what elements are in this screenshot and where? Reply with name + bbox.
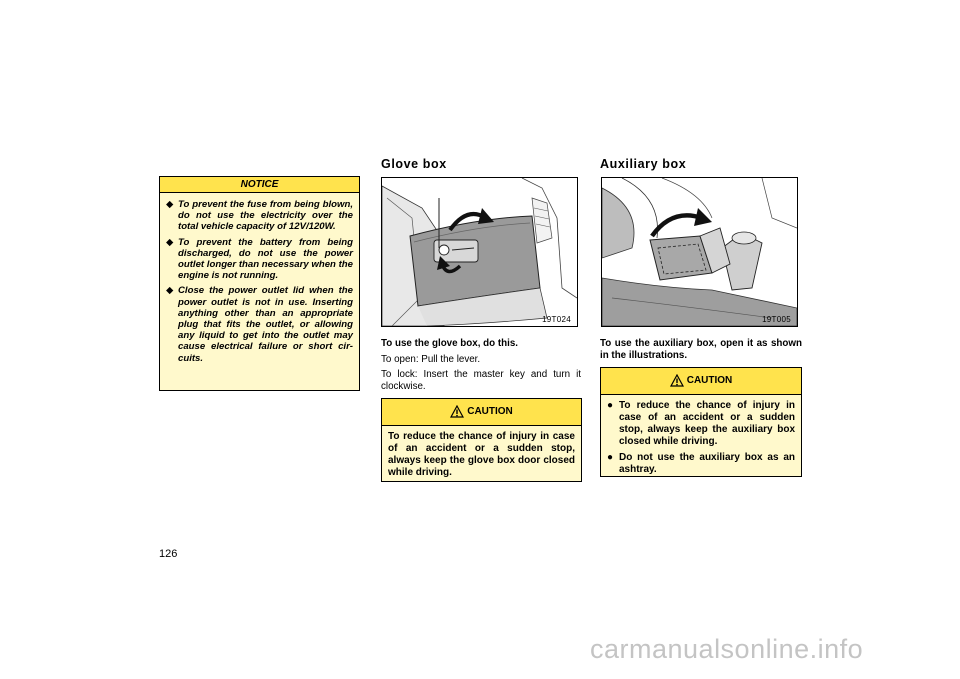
diamond-bullet-icon: ◆ [166, 236, 174, 248]
auxiliary-box-intro: To use the auxiliary box, open it as shown in the illustrations. [600, 338, 802, 361]
caution-title: CAUTION [686, 375, 733, 386]
glove-box-intro: To use the glove box, do this. [381, 338, 518, 349]
caution-item: ● Do not use the auxiliary box as an ashtray. [607, 452, 795, 475]
bullet-icon: ● [607, 400, 614, 411]
auxiliary-box-heading: Auxiliary box [600, 157, 687, 171]
auxiliary-box-caution-list [601, 395, 801, 485]
glove-box-heading: Glove box [381, 157, 447, 171]
glove-box-illustration [382, 178, 577, 326]
glove-box-open-text: To open: Pull the lever. [381, 354, 481, 365]
auxiliary-box-figure [601, 177, 798, 327]
glove-box-caution-text: To reduce the chance of injury in case of an accident or a sudden stop, always keep the glove box door closed while driving. [388, 431, 575, 478]
page-number: 126 [159, 548, 178, 560]
auxiliary-box-figure-code: 19T005 [762, 315, 791, 324]
notice-item: ◆ To prevent the fuse from being blown, do not use the electricity over the total vehicle capacity of 12V/120W. [166, 199, 353, 233]
bullet-icon: ● [607, 452, 614, 463]
glove-box-caution-box [381, 398, 582, 482]
notice-box [159, 176, 360, 391]
auxiliary-box-illustration [602, 178, 797, 326]
notice-list [160, 193, 359, 374]
warning-triangle-icon [670, 374, 684, 387]
glove-box-figure-code: 19T024 [542, 315, 571, 324]
glove-box-lock-text: To lock: Insert the master key and turn it clockwise. [381, 369, 581, 392]
notice-item: ◆ To prevent the battery from being discharged, do not use the power outlet longer than necessary when the engine is not running. [166, 236, 353, 282]
diamond-bullet-icon: ◆ [166, 199, 174, 210]
auxiliary-box-caution-box [600, 367, 802, 477]
caution-header [382, 399, 581, 426]
warning-triangle-icon [450, 405, 464, 418]
notice-title: NOTICE [160, 177, 359, 193]
diamond-bullet-icon: ◆ [166, 285, 174, 297]
caution-item: ● To reduce the chance of injury in case of an accident or a sudden stop, always keep the auxiliary box closed while driving. [607, 400, 795, 447]
notice-item: ◆ Close the power outlet lid when the power outlet is not in use. Inserting anything other than an appropriate plug that fits the outlet, or allowing any liquid to get into the outlet may cause electrical failure or short cir-cuits. [166, 285, 353, 364]
caution-header [601, 368, 801, 395]
caution-title: CAUTION [467, 406, 513, 417]
glove-box-figure [381, 177, 578, 327]
watermark: carmanualsonline.info [590, 634, 864, 664]
